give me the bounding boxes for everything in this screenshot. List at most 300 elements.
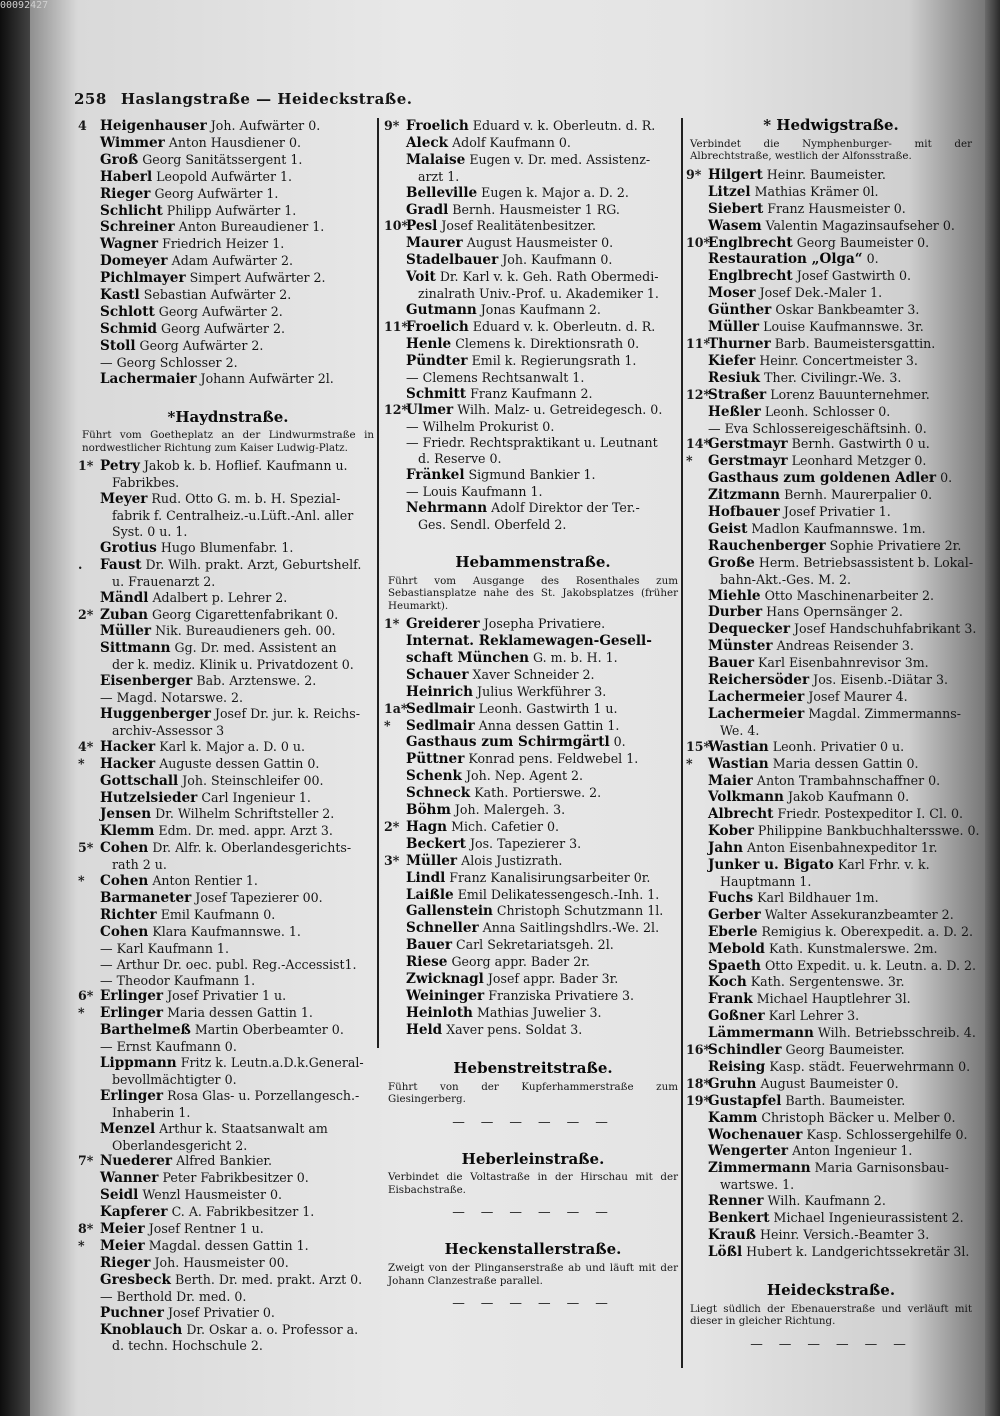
street-heading: Heberleinstraße. xyxy=(461,1149,605,1168)
resident-details: Barth. Baumeister. xyxy=(785,1092,906,1108)
directory-entry xyxy=(686,588,976,605)
directory-entry xyxy=(78,806,378,823)
house-number: 8* xyxy=(78,1221,94,1237)
directory-entry xyxy=(78,321,378,338)
directory-entry xyxy=(78,152,378,169)
empty-street-dashes: — — — — — — xyxy=(452,1113,614,1129)
directory-entry xyxy=(384,718,682,735)
resident-details: Josef Gastwirth 0. xyxy=(796,268,912,284)
resident-name: Schindler xyxy=(708,1042,782,1059)
resident-details: Rosa Glas- u. Porzellangesch.- xyxy=(167,1087,360,1103)
resident-details: August Baumeister 0. xyxy=(760,1075,899,1091)
resident-details: Emil k. Regierungsrath 1. xyxy=(471,352,637,368)
directory-entry xyxy=(78,304,378,321)
resident-details: Adolf Kaufmann 0. xyxy=(452,134,571,150)
directory-entry xyxy=(384,650,682,667)
resident-name: Durber xyxy=(708,604,763,621)
resident-details: Heinr. Versich.-Beamter 3. xyxy=(760,1227,930,1242)
directory-entry xyxy=(384,836,682,853)
street-description: Verbindet die Voltastraße in der Hirschau mit der Eisbachstraße. xyxy=(388,1171,678,1196)
street-description: Verbindet die Nymphenburger- mit der Albrechtstraße, westlich der Alfonsstraße. xyxy=(690,137,972,163)
resident-name: Heinloth xyxy=(406,1004,473,1021)
running-header xyxy=(74,90,412,108)
house-number: 10* xyxy=(384,218,409,234)
resident-name: Goßner xyxy=(708,1008,765,1025)
house-number: * xyxy=(384,717,391,733)
resident-details: Mathias Krämer 0l. xyxy=(754,183,879,199)
directory-entry xyxy=(78,790,378,807)
resident-details: Karl Bildhauer 1m. xyxy=(757,889,879,905)
directory-entry xyxy=(686,907,976,924)
resident-name: Resiuk xyxy=(708,369,761,386)
resident-name: Kiefer xyxy=(708,352,756,369)
resident-name: Lachermeier xyxy=(708,689,805,705)
resident-name: Meier xyxy=(100,1238,145,1254)
directory-entry xyxy=(384,402,682,419)
house-number: 19* xyxy=(686,1092,711,1108)
directory-entry xyxy=(78,1005,378,1022)
house-number: 1a* xyxy=(384,700,408,716)
resident-details: Karl Lehrer 3. xyxy=(768,1008,860,1024)
resident-name: Lindl xyxy=(406,869,446,886)
street-description: Führt vom Ausgange des Rosenthales zum Sebastiansplatze nahe des St. Jakobsplatzes (früher Heumarkt). xyxy=(388,574,678,612)
resident-name: Pesl xyxy=(406,218,438,235)
directory-entry xyxy=(78,756,378,773)
directory-entry xyxy=(78,118,378,135)
resident-name: Gasthaus zum goldenen Adler xyxy=(708,470,937,487)
resident-details: Jakob Kaufmann 0. xyxy=(787,789,910,805)
resident-name: Schreiner xyxy=(100,219,175,236)
resident-details: Alois Justizrath. xyxy=(461,852,563,868)
resident-name: Klemm xyxy=(100,823,155,840)
directory-entry xyxy=(78,941,378,957)
directory-entry xyxy=(78,1170,378,1187)
resident-details: Franz Kaufmann 2. xyxy=(470,385,593,401)
resident-name: Eberle xyxy=(708,923,758,940)
resident-details: Magdal. Zimmermanns- xyxy=(808,705,961,721)
resident-details: Friedrich Heizer 1. xyxy=(162,236,285,252)
resident-details: C. A. Fabrikbesitzer 1. xyxy=(171,1204,315,1220)
resident-details: Oskar Bankbeamter 3. xyxy=(775,302,920,318)
street-description: Zweigt von der Plinganserstraße ab und läuft mit der Johann Clanzestraße parallel. xyxy=(388,1262,678,1287)
directory-entry xyxy=(384,616,682,633)
house-number: 1* xyxy=(78,458,94,474)
resident-details: Dr. Alfr. k. Oberlandesgerichts- xyxy=(152,840,352,856)
directory-entry xyxy=(384,185,682,202)
resident-details: — Louis Kaufmann 1. xyxy=(406,483,543,499)
directory-entry xyxy=(78,988,378,1005)
entry-continuation: bevollmächtigter 0. xyxy=(112,1071,237,1087)
directory-entry xyxy=(78,355,378,371)
house-number: 9* xyxy=(686,166,702,182)
resident-name: Ulmer xyxy=(406,402,454,419)
street-description: Führt von der Kupferhammerstraße zum Giesingerberg. xyxy=(388,1080,678,1106)
resident-details: Georg Aufwärter 2. xyxy=(158,303,283,319)
directory-entry xyxy=(78,1305,378,1322)
house-number: 15* xyxy=(686,738,711,754)
resident-details: Sigmund Bankier 1. xyxy=(468,467,596,483)
resident-details: Louise Kaufmannswe. 3r. xyxy=(763,319,924,335)
directory-entry xyxy=(686,1110,976,1127)
resident-name: Erlinger xyxy=(100,1005,164,1022)
resident-name: Hacker xyxy=(100,738,156,755)
directory-entry xyxy=(384,302,682,319)
resident-name: Meyer xyxy=(100,491,148,508)
resident-details: Christoph Schutzmann 1l. xyxy=(496,903,664,919)
directory-entry xyxy=(686,319,976,336)
resident-details: Mathias Juwelier 3. xyxy=(476,1004,602,1020)
directory-entry xyxy=(78,1153,378,1170)
resident-details: Georg Aufwärter 1. xyxy=(154,185,279,201)
resident-details: Maria dessen Gattin 0. xyxy=(772,755,919,771)
resident-details: Joh. Kaufmann 0. xyxy=(502,252,613,268)
resident-details: Valentin Magazinsaufseher 0. xyxy=(765,217,955,233)
directory-entry xyxy=(686,1143,976,1160)
house-number: 12* xyxy=(686,386,711,402)
directory-entry xyxy=(384,870,682,887)
resident-details: Georg Aufwärter 2. xyxy=(139,337,264,353)
resident-name: Richter xyxy=(100,906,157,923)
page-title: Haslangstraße — Heideckstraße. xyxy=(120,90,413,108)
resident-name: Gerber xyxy=(708,906,761,923)
resident-name: Huggenberger xyxy=(100,706,211,722)
resident-details: Josef appr. Bader 3r. xyxy=(487,971,619,987)
resident-details: Clemens k. Direktionsrath 0. xyxy=(455,335,640,351)
street-description: Führt vom Goetheplatz an der Lindwurmstraße in nordwestlicher Richtung zum Kaiser Ludwig-Platz. xyxy=(82,429,374,454)
resident-name: Domeyer xyxy=(100,253,168,270)
resident-details: Emil Delikatessengesch.-Inh. 1. xyxy=(457,886,660,902)
resident-name: Schmid xyxy=(100,320,158,337)
resident-name: Eisenberger xyxy=(100,673,193,690)
resident-details: Eugen v. Dr. med. Assistenz- xyxy=(469,151,651,167)
resident-details: Alfred Bankier. xyxy=(176,1153,273,1169)
resident-details: Emil Kaufmann 0. xyxy=(160,906,276,922)
entry-continuation: We. 4. xyxy=(720,722,760,738)
entry-continuation: Inhaberin 1. xyxy=(112,1104,191,1120)
resident-details: Leonhard Metzger 0. xyxy=(791,453,927,469)
resident-details: August Hausmeister 0. xyxy=(466,235,614,251)
resident-name: Müller xyxy=(406,852,458,869)
resident-name: Hagn xyxy=(406,818,448,835)
directory-entry xyxy=(686,974,976,991)
resident-name: Haberl xyxy=(100,168,153,185)
directory-entry xyxy=(78,690,378,706)
resident-name: Meier xyxy=(100,1221,145,1238)
directory-entry xyxy=(78,338,378,355)
street-heading: *Haydnstraße. xyxy=(167,407,289,426)
directory-entry xyxy=(686,739,976,756)
directory-entry xyxy=(384,269,682,286)
resident-name: Stoll xyxy=(100,337,136,354)
resident-name: Cohen xyxy=(100,873,149,890)
resident-details: Jos. Tapezierer 3. xyxy=(469,835,582,851)
entry-continuation: bahn-Akt.-Ges. M. 2. xyxy=(720,571,851,587)
resident-name: Heigenhauser xyxy=(100,118,207,134)
directory-entry xyxy=(686,218,976,235)
street-heading: * Hedwigstraße. xyxy=(763,116,899,134)
resident-details: Karl Eisenbahnrevisor 3m. xyxy=(758,655,929,671)
directory-entry xyxy=(686,621,976,638)
resident-details: Georg Aufwärter 2. xyxy=(161,320,285,336)
resident-name: Schlicht xyxy=(100,202,163,219)
directory-entry xyxy=(78,203,378,220)
resident-name: Schneller xyxy=(406,920,479,937)
resident-name: Püttner xyxy=(406,751,465,768)
resident-details: Jakob k. b. Hoflief. Kaufmann u. xyxy=(143,458,348,474)
house-number: 18* xyxy=(686,1075,711,1091)
directory-entry xyxy=(384,853,682,870)
directory-entry xyxy=(384,484,682,500)
directory-entry xyxy=(78,673,378,690)
resident-name: Koch xyxy=(708,974,747,991)
page-number: 258 xyxy=(74,90,107,108)
resident-details: Georg Sanitätssergent 1. xyxy=(142,151,303,167)
resident-details: — Magd. Notarswe. 2. xyxy=(100,690,244,706)
resident-name: Sittmann xyxy=(100,640,171,657)
directory-entry xyxy=(384,667,682,684)
resident-name: Benkert xyxy=(708,1210,770,1227)
directory-entry xyxy=(78,590,378,607)
directory-entry xyxy=(78,1088,378,1105)
resident-name: Hacker xyxy=(100,755,156,772)
resident-name: Froelich xyxy=(406,118,469,134)
resident-details: Anton Bureaudiener 1. xyxy=(178,219,325,235)
resident-details: Carl Sekretariatsgeh. 2l. xyxy=(456,937,614,953)
directory-entry xyxy=(78,890,378,907)
resident-details: Maria dessen Gattin 1. xyxy=(167,1005,313,1021)
resident-name: Englbrecht xyxy=(708,268,793,285)
resident-name: Beckert xyxy=(406,835,466,852)
directory-entry xyxy=(686,421,976,437)
resident-name: Albrecht xyxy=(708,806,774,823)
directory-entry xyxy=(686,941,976,958)
resident-details: Otto Expedit. u. k. Leutn. a. D. 2. xyxy=(764,957,977,973)
resident-details: Bab. Arztenswe. 2. xyxy=(196,673,317,689)
resident-details: Franziska Privatiere 3. xyxy=(488,988,635,1003)
resident-details: Anton Eisenbahnexpeditor 1r. xyxy=(747,840,938,856)
resident-details: Philipp Aufwärter 1. xyxy=(166,202,297,218)
directory-entry xyxy=(78,1022,378,1039)
directory-entry xyxy=(384,235,682,252)
directory-entry xyxy=(384,435,682,451)
resident-name: Lößl xyxy=(708,1243,743,1260)
resident-name: Moser xyxy=(708,285,756,302)
resident-details: Josef Privatier 1 u. xyxy=(167,988,287,1004)
resident-details: Hugo Blumenfabr. 1. xyxy=(160,539,294,555)
resident-name: Riese xyxy=(406,954,448,971)
resident-name: Cohen xyxy=(100,923,149,940)
house-number: 16* xyxy=(686,1042,711,1058)
directory-entry xyxy=(686,504,976,521)
resident-details: Leonh. Schlosser 0. xyxy=(764,403,891,419)
entry-continuation: d. Reserve 0. xyxy=(418,451,502,467)
entry-continuation: archiv-Assessor 3 xyxy=(112,722,225,738)
directory-entry xyxy=(686,453,976,470)
house-number: 5* xyxy=(78,840,94,856)
resident-details: Josef Realitätenbesitzer. xyxy=(441,218,597,234)
column-2 xyxy=(384,118,682,1321)
resident-name: Zwicknagl xyxy=(406,971,484,988)
directory-entry xyxy=(686,184,976,201)
resident-name: Reising xyxy=(708,1058,766,1075)
directory-entry xyxy=(686,167,976,184)
resident-details: Jonas Kaufmann 2. xyxy=(480,301,601,317)
firm-name: Internat. Reklamewagen-Gesell- xyxy=(406,632,652,649)
resident-details: Magdal. dessen Gattin 1. xyxy=(148,1238,309,1253)
resident-details: Gg. Dr. med. Assistent an xyxy=(174,640,337,656)
resident-details: Leonh. Gastwirth 1 u. xyxy=(478,700,618,716)
resident-name: Schmitt xyxy=(406,385,467,402)
directory-entry xyxy=(686,706,976,723)
resident-details: Wenzl Hausmeister 0. xyxy=(142,1187,282,1203)
resident-details: Bernh. Gastwirth 0 u. xyxy=(791,436,930,452)
resident-details: — Friedr. Rechtspraktikant u. Leutnant xyxy=(406,435,658,451)
directory-entry xyxy=(78,1039,378,1055)
resident-name: Gasthaus zum Schirmgärtl xyxy=(406,734,610,751)
resident-name: Held xyxy=(406,1021,443,1038)
resident-name: Straßer xyxy=(708,386,767,403)
resident-details: Kath. Kunstmalerswe. 2m. xyxy=(768,940,938,956)
resident-details: Joh. Malergeh. 3. xyxy=(454,802,566,818)
directory-entry xyxy=(686,924,976,941)
directory-entry xyxy=(686,235,976,252)
resident-name: Siebert xyxy=(708,200,764,217)
resident-name: Voit xyxy=(406,269,436,286)
directory-entry xyxy=(384,500,682,517)
resident-details: Dr. Oskar a. o. Professor a. xyxy=(186,1321,359,1337)
resident-name: Gustapfel xyxy=(708,1092,782,1109)
resident-details: Klara Kaufmannswe. 1. xyxy=(152,923,301,939)
directory-entry xyxy=(686,604,976,621)
directory-entry xyxy=(78,1221,378,1238)
directory-entry xyxy=(384,118,682,135)
directory-entry xyxy=(686,487,976,504)
house-number: * xyxy=(686,453,693,469)
resident-name: Jensen xyxy=(100,806,152,823)
resident-details: Adalbert p. Lehrer 2. xyxy=(152,589,288,605)
resident-name: Thurner xyxy=(708,335,771,352)
resident-name: Gradl xyxy=(406,201,449,218)
resident-name: Groß xyxy=(100,151,139,168)
directory-entry xyxy=(686,436,976,453)
directory-entry xyxy=(384,768,682,785)
directory-entry xyxy=(384,920,682,937)
entry-continuation: der k. mediz. Klinik u. Privatdozent 0. xyxy=(112,657,354,673)
entry-continuation: Hauptmann 1. xyxy=(720,873,812,889)
directory-entry xyxy=(78,823,378,840)
resident-name: Nehrmann xyxy=(406,499,488,516)
resident-name: Wastian xyxy=(708,738,769,755)
directory-entry xyxy=(384,751,682,768)
directory-entry xyxy=(384,819,682,836)
directory-entry xyxy=(78,1055,378,1072)
directory-entry xyxy=(78,773,378,790)
resident-name: Rieger xyxy=(100,185,151,202)
resident-details: Rud. Otto G. m. b. H. Spezial- xyxy=(151,491,341,507)
house-number: 2* xyxy=(78,606,94,622)
resident-details: Josef Privatier 1. xyxy=(783,504,891,520)
resident-details: Joh. Nep. Agent 2. xyxy=(465,768,584,784)
street-heading: Heckenstallerstraße. xyxy=(444,1240,622,1259)
resident-name: Mändl xyxy=(100,589,149,606)
resident-name: Münster xyxy=(708,638,773,655)
directory-entry xyxy=(686,1076,976,1093)
resident-name: Müller xyxy=(100,623,152,640)
house-number: 6* xyxy=(78,988,94,1004)
resident-name: Lachermaier xyxy=(100,370,197,387)
resident-details: Martin Oberbeamter 0. xyxy=(194,1022,344,1038)
resident-name: Renner xyxy=(708,1193,764,1210)
resident-name: Maurer xyxy=(406,235,463,252)
resident-details: Anton Trambahnschaffner 0. xyxy=(756,772,941,788)
directory-entry xyxy=(686,285,976,302)
directory-entry xyxy=(686,806,976,823)
resident-name: Barthelmeß xyxy=(100,1022,191,1039)
resident-name: Zitzmann xyxy=(708,487,781,504)
directory-entry xyxy=(686,387,976,404)
directory-entry xyxy=(686,251,976,268)
resident-details: G. m. b. H. 1. xyxy=(533,649,618,665)
directory-entry xyxy=(384,684,682,701)
house-number: 7* xyxy=(78,1153,94,1169)
resident-details: Eduard v. k. Oberleutn. d. R. xyxy=(472,318,656,334)
entry-continuation: Ges. Sendl. Oberfeld 2. xyxy=(418,516,567,532)
resident-details: Karl k. Major a. D. 0 u. xyxy=(159,738,306,754)
resident-name: Petry xyxy=(100,458,140,475)
resident-details: Konrad pens. Feldwebel 1. xyxy=(468,751,639,767)
resident-details: Adam Aufwärter 2. xyxy=(171,253,293,269)
scan-id: 00092427 xyxy=(0,0,49,11)
house-number: 11* xyxy=(686,335,711,351)
resident-details: Anna Saitlingshdlrs.-We. 2l. xyxy=(482,920,660,936)
resident-name: Gallenstein xyxy=(406,903,493,920)
house-number: 3* xyxy=(384,852,400,868)
directory-entry xyxy=(686,672,976,689)
house-number: 14* xyxy=(686,436,711,452)
resident-details: Christoph Bäcker u. Melber 0. xyxy=(761,1109,956,1125)
resident-name: Stadelbauer xyxy=(406,252,499,269)
directory-entry xyxy=(686,353,976,370)
directory-entry xyxy=(78,840,378,857)
empty-street-dashes: — — — — — — xyxy=(750,1335,912,1351)
resident-name: Rieger xyxy=(100,1254,151,1271)
street-heading: Hebammenstraße. xyxy=(455,552,611,571)
directory-entry xyxy=(384,971,682,988)
resident-name: Wimmer xyxy=(100,134,165,151)
resident-details: Sebastian Aufwärter 2. xyxy=(143,287,292,303)
resident-name: Malaise xyxy=(406,151,466,168)
resident-details: Kath. Sergentenswe. 3r. xyxy=(750,974,905,990)
directory-entry xyxy=(78,491,378,508)
resident-name: Cohen xyxy=(100,840,149,857)
resident-name: Günther xyxy=(708,302,772,319)
resident-name: Pündter xyxy=(406,352,468,369)
directory-entry xyxy=(686,1059,976,1076)
directory-entry xyxy=(686,890,976,907)
resident-details: Xaver pens. Soldat 3. xyxy=(446,1021,583,1037)
directory-entry xyxy=(78,706,378,723)
resident-details: — Karl Kaufmann 1. xyxy=(100,940,229,956)
directory-entry xyxy=(384,734,682,751)
resident-name: Wengerter xyxy=(708,1143,789,1160)
directory-entry xyxy=(686,958,976,975)
directory-entry xyxy=(78,135,378,152)
resident-name: Sedlmair xyxy=(406,717,475,734)
resident-details: Nik. Bureaudieners geh. 00. xyxy=(155,623,336,639)
resident-name: Wagner xyxy=(100,236,159,253)
directory-entry xyxy=(78,253,378,270)
resident-name: Müller xyxy=(708,319,760,336)
